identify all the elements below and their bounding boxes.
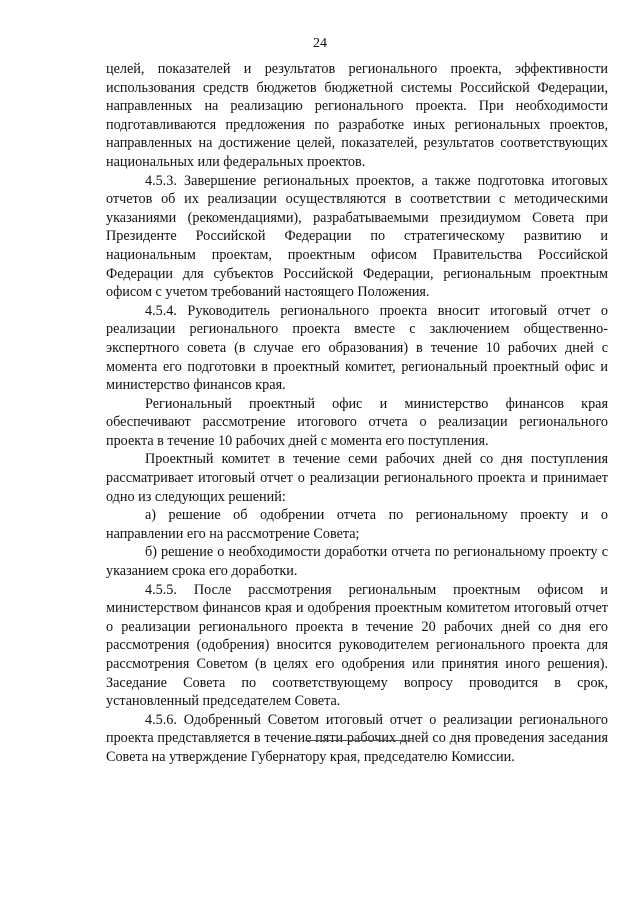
paragraph-4-5-4: 4.5.4. Руководитель регионального проекта вносит итоговый отчет о реализации регионального проекта вместе с заключением общественно-экспертного совета (в случае его образования) в течение 10 рабочих дней с момента его подготовки в проектный комитет, региональный проектный офис и министерство финансов края. <box>106 302 608 394</box>
paragraph-decision-b: б) решение о необходимости доработки отчета по региональному проекту с указанием срока его доработки. <box>106 544 608 580</box>
paragraph-decision-a: а) решение об одобрении отчета по региональному проекту и о направлении его на рассмотрение Совета; <box>106 507 608 542</box>
page-number: 24 <box>313 36 327 51</box>
paragraph-project-committee: Проектный комитет в течение семи рабочих дней со дня поступления рассматривает итоговый отчет о реализации регионального проекта и принимает одно из следующих решений: <box>106 451 608 505</box>
paragraph-continuation: целей, показателей и результатов регионального проекта, эффективности использования средств бюджетов бюджетной системы Российской Федерации, направленных на реализацию регионального проекта. При необходимости подготавливаются предложения по разработке иных региональных проектов, направленных на достижение целей, показателей, результатов соответствующих национальных или федеральных проектов. <box>106 61 608 170</box>
paragraph-regional-office-review: Региональный проектный офис и министерство финансов края обеспечивают рассмотрение итогового отчета о реализации регионального проекта в течение 10 рабочих дней с момента его поступления. <box>106 395 608 449</box>
paragraph-4-5-5: 4.5.5. После рассмотрения региональным проектным офисом и министерством финансов края и одобрения проектным комитетом итоговый отчет о реализации регионального проекта в течение 20 рабочих дней со дня его рассмотрения (одобрения) вносится руководителем регионального проекта для рассмотрения Советом (в целях его одобрения или принятия иного решения). Заседание Совета по соответствующему вопросу проводится в срок, установленный председателем Совета. <box>106 581 608 710</box>
end-divider <box>305 740 411 741</box>
document-body <box>106 60 608 767</box>
paragraph-4-5-6: 4.5.6. Одобренный Советом итоговый отчет о реализации регионального проекта представляется в течение пяти рабочих дней со дня проведения заседания Совета на утверждение Губернатору края, председателю Комиссии. <box>106 711 608 765</box>
paragraph-4-5-3: 4.5.3. Завершение региональных проектов, а также подготовка итоговых отчетов об их реализации осуществляются в соответствии с методическими указаниями (рекомендациями), разрабатываемыми президиумом Совета при Президенте Российской Федерации по стратегическому развитию и национальным проектам, проектным офисом Правительства Российской Федерации для субъектов Российской Федерации, региональным проектным офисом с учетом требований настоящего Положения. <box>106 172 608 301</box>
